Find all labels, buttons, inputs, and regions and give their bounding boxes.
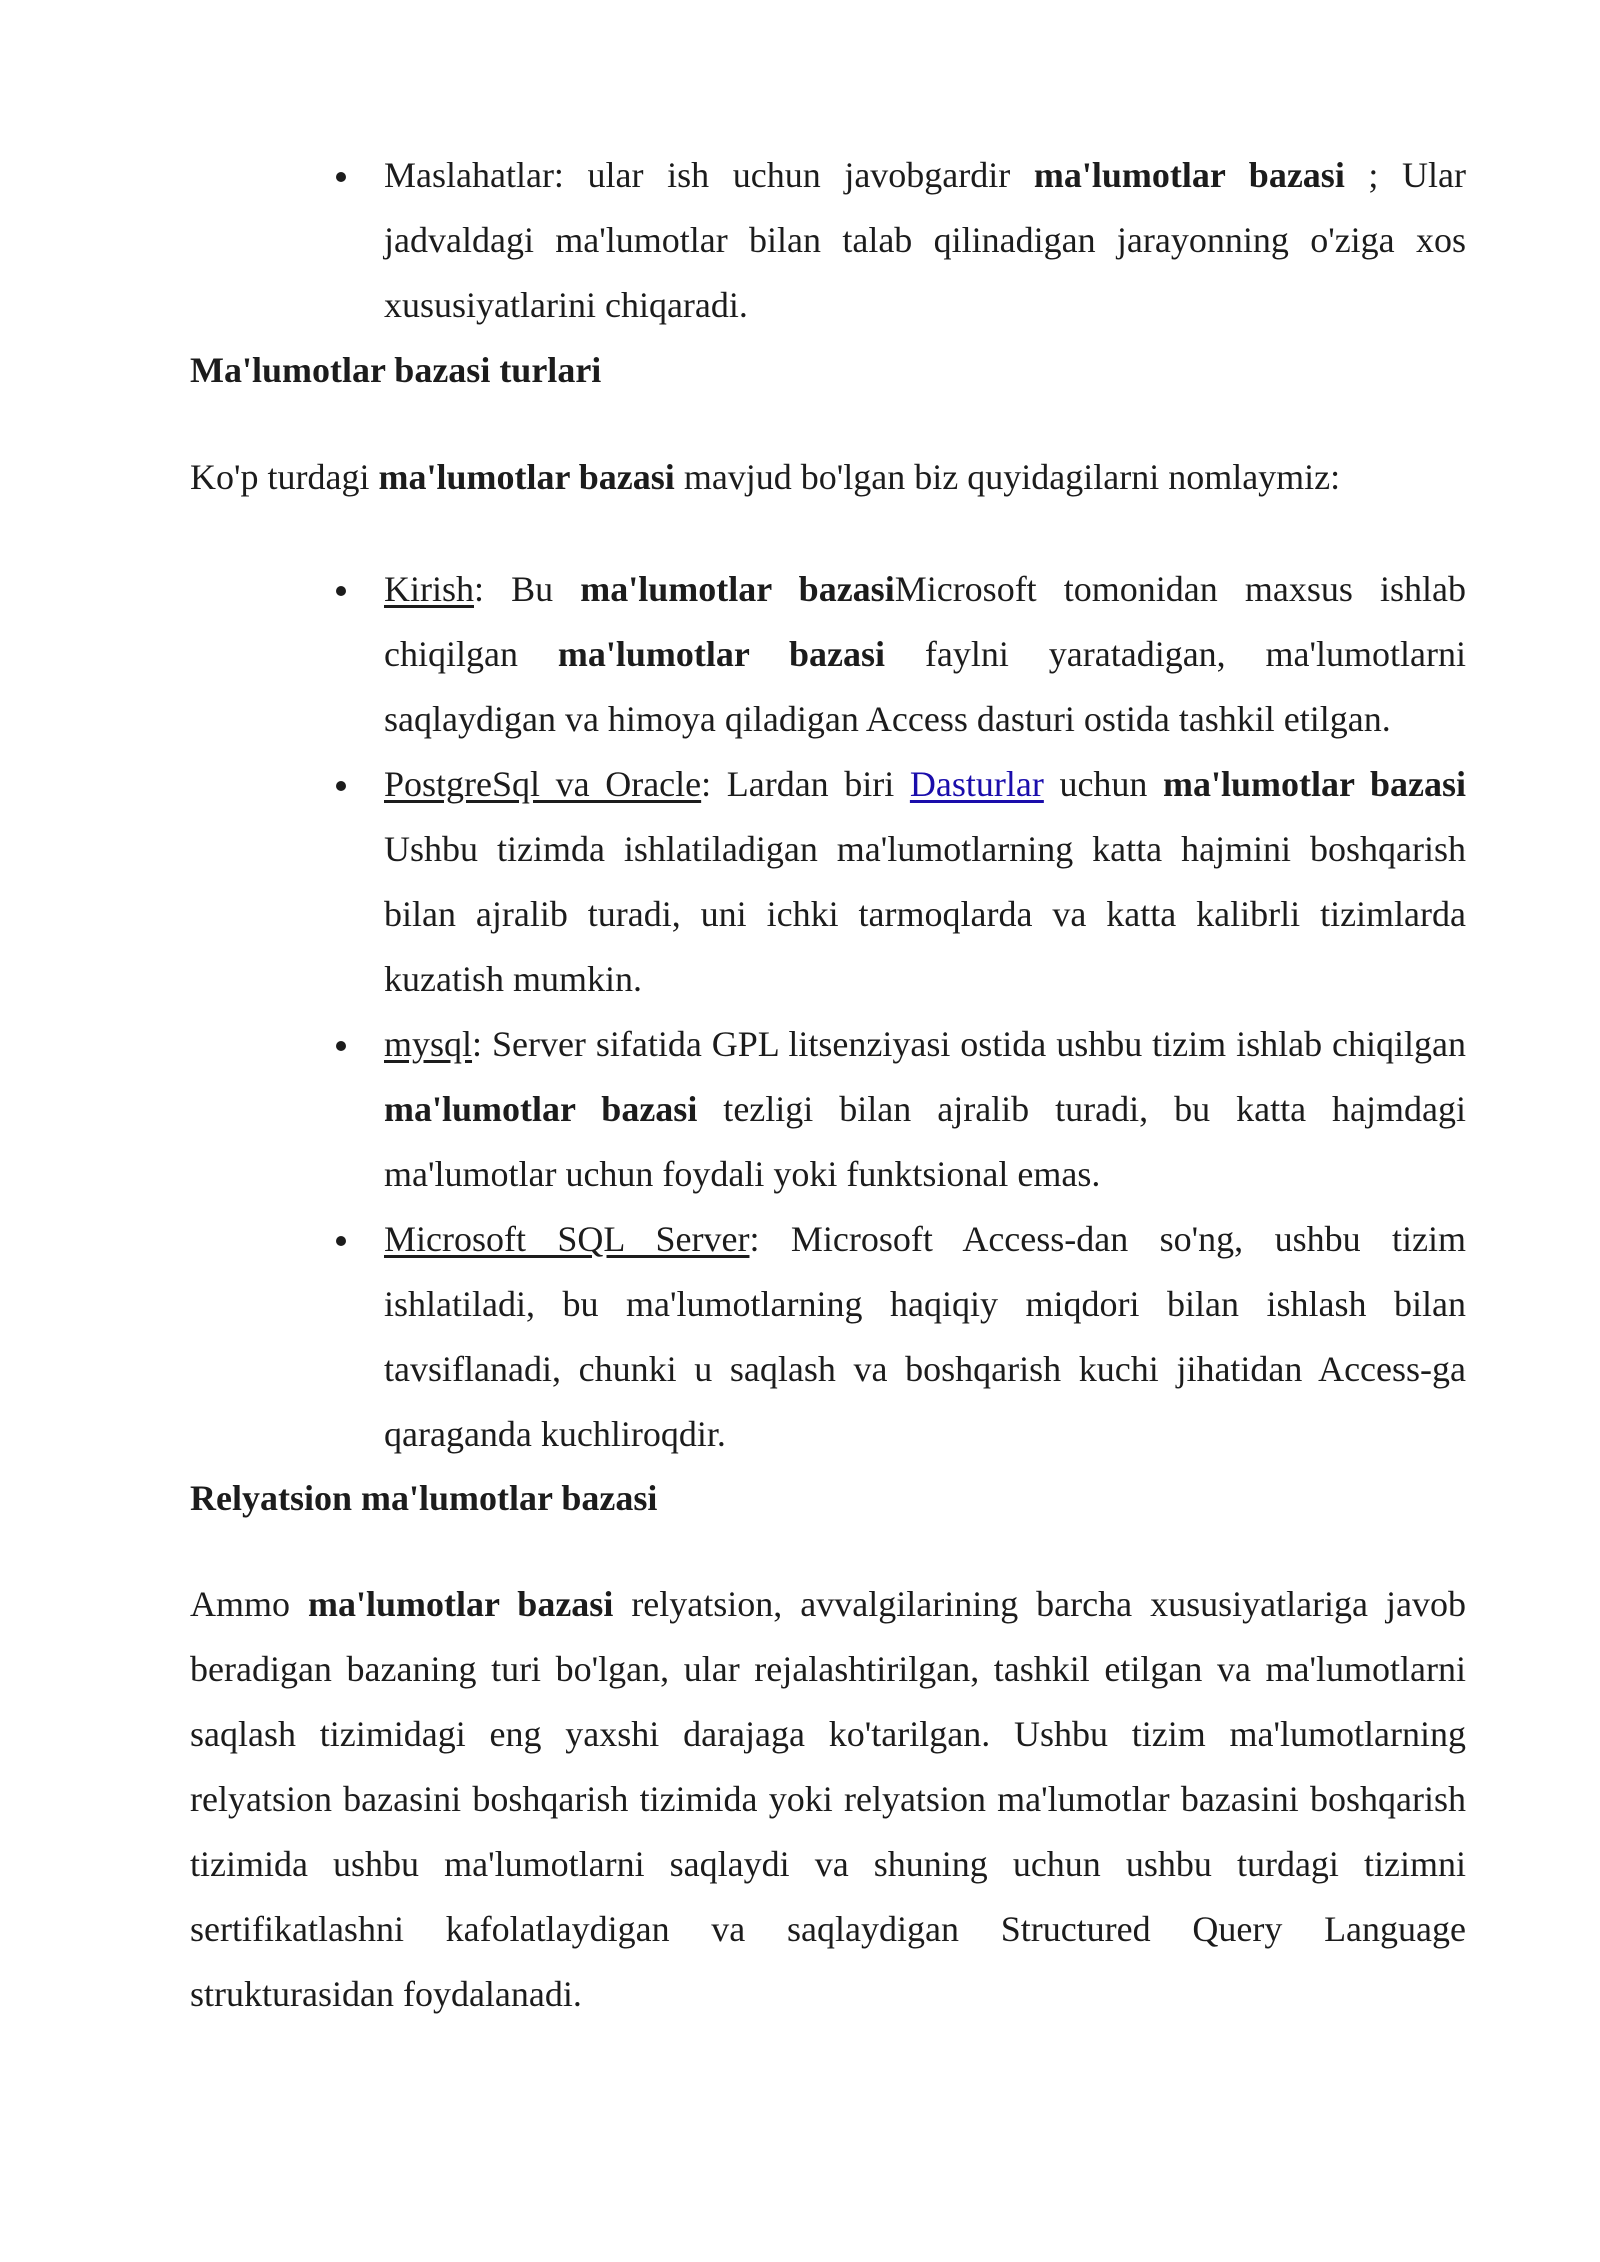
advice-text-prefix: Maslahatlar: ular ish uchun javobgardir bbox=[384, 155, 1034, 195]
db-type-text: : Server sifatida GPL litsenziyasi ostida ushbu tizim ishlab chiqilgan bbox=[472, 1024, 1466, 1064]
advice-bullet bbox=[384, 143, 1466, 338]
intro-prefix: Ko'p turdagi bbox=[190, 457, 379, 497]
dasturlar-link[interactable]: Dasturlar bbox=[909, 764, 1044, 804]
db-type-keyword: ma'lumotlar bazasi bbox=[384, 1089, 698, 1129]
bullet-dot-icon bbox=[336, 172, 346, 182]
db-type-text: faylni yaratadigan, ma'lumotlarni saqlaydigan va himoya qiladigan Access dasturi ostida tashkil etilgan. bbox=[384, 634, 1466, 739]
db-type-name-link[interactable]: PostgreSql va Oracle bbox=[384, 764, 702, 804]
db-type-text: Ushbu tizimda ishlatiladigan ma'lumotlarning katta hajmini boshqarish bilan ajralib turadi, uni ichki tarmoqlarda va katta kalibrli tizimlarda kuzatish mumkin. bbox=[384, 829, 1466, 999]
heading-database-types: Ma'lumotlar bazasi turlari bbox=[190, 350, 602, 390]
db-type-item bbox=[384, 1012, 1466, 1207]
relational-block bbox=[190, 1572, 1466, 2027]
intro-paragraph bbox=[190, 445, 1466, 510]
intro-suffix: mavjud bo'lgan biz quyidagilarni nomlaymiz: bbox=[674, 457, 1341, 497]
intro-block bbox=[190, 445, 1466, 510]
db-type-keyword: ma'lumotlar bazasi bbox=[557, 634, 886, 674]
advice-keyword: ma'lumotlar bazasi bbox=[1033, 155, 1345, 195]
db-type-keyword: ma'lumotlar bazasi bbox=[1163, 764, 1466, 804]
relational-prefix: Ammo bbox=[190, 1584, 308, 1624]
db-type-item bbox=[384, 752, 1466, 1012]
intro-keyword: ma'lumotlar bazasi bbox=[378, 457, 675, 497]
relational-keyword: ma'lumotlar bazasi bbox=[308, 1584, 614, 1624]
db-type-text: uchun bbox=[1043, 764, 1164, 804]
db-type-text: : Microsoft Access-dan so'ng, ushbu tizim ishlatiladi, bu ma'lumotlarning haqiqiy miqdori bilan ishlash bilan tavsiflanadi, chunki u saqlash va boshqarish kuchi jihatidan Access-ga qaraganda kuchliroqdir. bbox=[384, 1219, 1467, 1454]
advice-list bbox=[384, 143, 1466, 338]
db-type-text: tezligi bilan ajralib turadi, bu katta hajmdagi ma'lumotlar uchun foydali yoki funktsional emas. bbox=[384, 1089, 1466, 1194]
bullet-dot-icon bbox=[336, 1236, 346, 1246]
advice-text-suffix: ; Ular jadvaldagi ma'lumotlar bilan talab qilinadigan jarayonning o'ziga xos xususiyatlarini chiqaradi. bbox=[384, 155, 1467, 325]
relational-suffix: relyatsion, avvalgilarining barcha xususiyatlariga javob beradigan bazaning turi bo'lgan, ular rejalashtirilgan, tashkil etilgan va ma'lumotlarni saqlash tizimidagi eng yaxshi darajaga ko'tarilgan. Ushbu tizim ma'lumotlarning relyatsion bazasini boshqarish tizimida yoki relyatsion ma'lumotlar bazasini boshqarish tizimida ushbu ma'lumotlarni saqlaydi va shuning uchun ushbu turdagi tizimni sertifikatlashni kafolatlaydigan va saqlaydigan Structured Query Language strukturasidan foydalanadi. bbox=[190, 1584, 1466, 2014]
db-type-name-link[interactable]: mysql bbox=[384, 1024, 473, 1064]
database-types-list bbox=[384, 557, 1466, 1467]
relational-paragraph bbox=[190, 1572, 1466, 2027]
db-type-name-link[interactable]: Kirish bbox=[384, 569, 474, 609]
bullet-dot-icon bbox=[336, 781, 346, 791]
db-type-keyword: ma'lumotlar bazasi bbox=[580, 569, 895, 609]
db-type-text: : Bu bbox=[474, 569, 581, 609]
db-type-text: Microsoft tomonidan maxsus ishlab chiqilgan bbox=[384, 569, 1466, 674]
heading-relational-database: Relyatsion ma'lumotlar bazasi bbox=[190, 1478, 658, 1518]
db-type-item bbox=[384, 557, 1466, 752]
db-type-name-link[interactable]: Microsoft SQL Server bbox=[384, 1219, 750, 1259]
db-type-item bbox=[384, 1207, 1466, 1467]
db-type-text: : Lardan biri bbox=[701, 764, 910, 804]
bullet-dot-icon bbox=[336, 1041, 346, 1051]
bullet-dot-icon bbox=[336, 586, 346, 596]
